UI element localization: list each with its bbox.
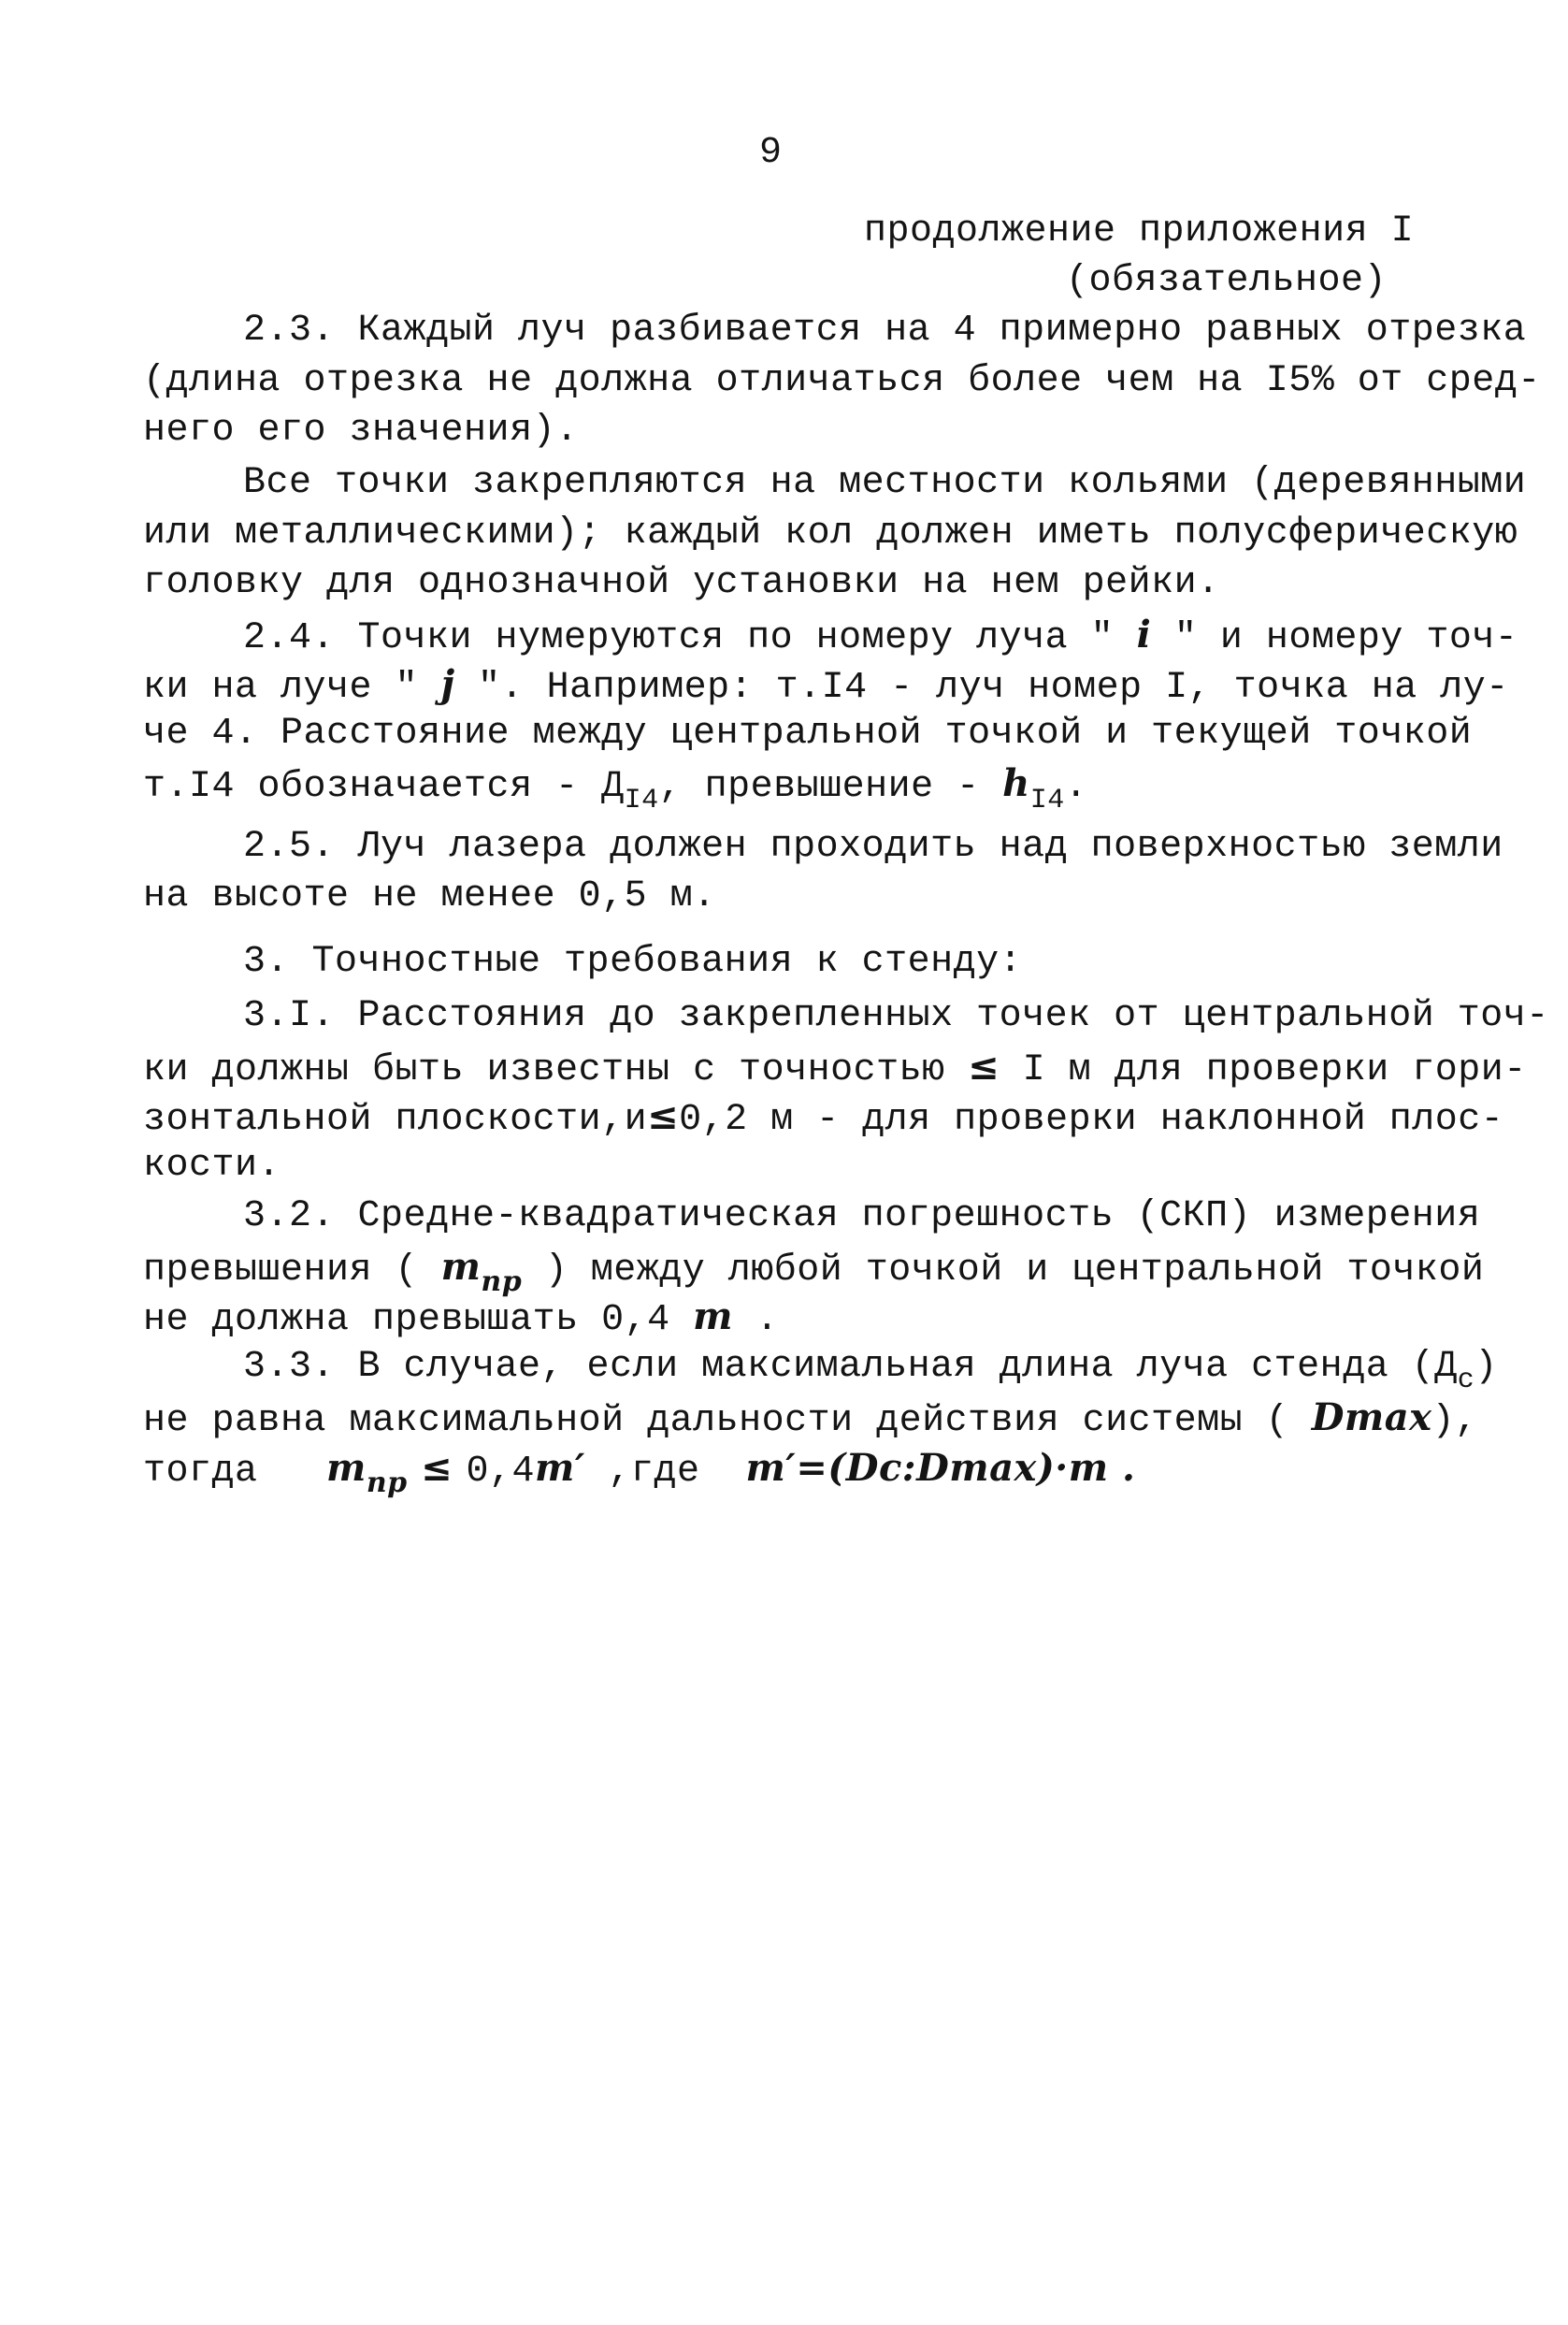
paragraph-2-3-line-3: него его значения). xyxy=(143,410,579,452)
appendix-header-note: (обязательное) xyxy=(1066,260,1388,302)
paragraph-3-2-line-3: не должна превышать 0,4 m . xyxy=(143,1294,779,1341)
height-h-symbol: h xyxy=(1002,761,1030,805)
paragraph-3-3-line-1: 3.3. В случае, если максимальная длина луча стенда $(Д_с)$ xyxy=(243,1346,1498,1396)
paragraph-3-2-line-2: превышения ( $m_{пр}$ ) между любой точкой и центральной точкой xyxy=(143,1245,1485,1298)
section-3-title: 3. Точностные требования к стенду: xyxy=(243,941,1023,983)
paragraph-3-3-line-3: тогда $m_{пр} \le 0,4m'$ ,где m′=(Dc:Dmax)·m . xyxy=(143,1446,1136,1499)
page-number: 9 xyxy=(759,132,783,174)
formula: m′=(Dc:Dmax)·m . xyxy=(745,1446,1136,1490)
appendix-header: продолжение приложения I xyxy=(864,210,1415,253)
paragraph-2-3-line-2: (длина отрезка не должна отличаться более чем на I5% от сред- xyxy=(143,360,1541,402)
index-i-symbol: i xyxy=(1136,613,1152,657)
paragraph-2-3b-line-2: или металлическими); каждый кол должен иметь полусферическую xyxy=(143,513,1518,555)
paragraph-3-3-line-2: не равна максимальной дальности действия системы ( Dmax), xyxy=(143,1395,1478,1442)
index-j-symbol: j xyxy=(440,662,455,706)
dmax-symbol: Dmax xyxy=(1311,1395,1432,1439)
m-symbol: m xyxy=(440,1245,482,1289)
m-symbol: m xyxy=(326,1446,367,1490)
paragraph-2-4-line-2: ки на луче " j ". Например: т.I4 - луч номер I, точка на лу- xyxy=(143,662,1509,709)
paragraph-2-4-line-3: че 4. Расстояние между центральной точкой и текущей точкой xyxy=(143,713,1473,755)
paragraph-3-1-line-1: 3.I. Расстояния до закрепленных точек от центральной точ- xyxy=(243,995,1549,1037)
paragraph-2-4-line-1: 2.4. Точки нумеруются по номеру луча " i " и номеру точ- xyxy=(243,613,1518,659)
paragraph-2-4-line-4: т.I4 обозначается - $Д_{I4}$, превышение - $h_{I4}$. xyxy=(143,761,1088,816)
paragraph-2-5-line-2: на высоте не менее 0,5 м. xyxy=(143,875,716,917)
paragraph-3-1-line-3: зонтальной плоскости,и≤0,2 м - для проверки наклонной плос- xyxy=(143,1095,1504,1141)
paragraph-2-3-line-1: 2.3. Каждый луч разбивается на 4 примерно равных отрезка xyxy=(243,310,1527,352)
m-symbol: m xyxy=(693,1294,733,1338)
m-prime-symbol: m′ xyxy=(535,1446,585,1490)
paragraph-2-5-line-1: 2.5. Луч лазера должен проходить над поверхностью земли xyxy=(243,826,1503,868)
paragraph-2-3b-line-1: Все точки закрепляются на местности кольями (деревянными xyxy=(243,462,1527,504)
paragraph-3-1-line-4: кости. xyxy=(143,1145,281,1187)
paragraph-2-3b-line-3: головку для однозначной установки на нем рейки. xyxy=(143,562,1220,604)
paragraph-3-1-line-2: ки должны быть известны с точностью ≤ I м для проверки гори- xyxy=(143,1046,1527,1091)
paragraph-3-2-line-1: 3.2. Средне-квадратическая погрешность (СКП) измерения xyxy=(243,1195,1481,1237)
